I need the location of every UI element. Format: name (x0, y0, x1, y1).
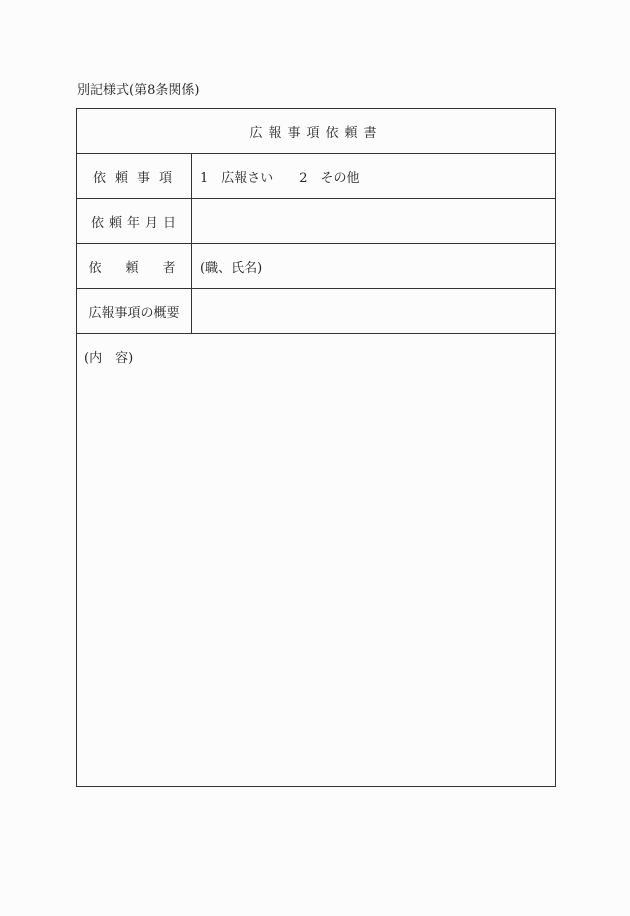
value-requester[interactable]: (職、氏名) (200, 260, 263, 276)
value-request-date[interactable] (192, 199, 555, 243)
value-request-item (192, 154, 555, 198)
row-requester (77, 244, 555, 289)
label-summary: 広報事項の概要 (77, 289, 192, 333)
form-title: 広報事項依頼書 (249, 125, 383, 141)
value-summary[interactable] (192, 289, 555, 333)
title-row (77, 109, 555, 154)
row-request-item (77, 154, 555, 199)
label-requester: 依頼者 (77, 244, 192, 288)
form-caption: 別記様式(第8条関係) (77, 83, 200, 98)
option-koho-sai: 1 広報さい (200, 170, 274, 186)
label-request-date: 依頼年月日 (77, 199, 192, 243)
row-summary (77, 289, 555, 334)
content-label: (内 容) (84, 351, 134, 366)
content-area[interactable] (77, 334, 555, 786)
request-form (76, 108, 556, 787)
option-other: 2 その他 (299, 170, 360, 186)
row-request-date (77, 199, 555, 244)
label-request-item: 依頼事項 (77, 154, 192, 198)
